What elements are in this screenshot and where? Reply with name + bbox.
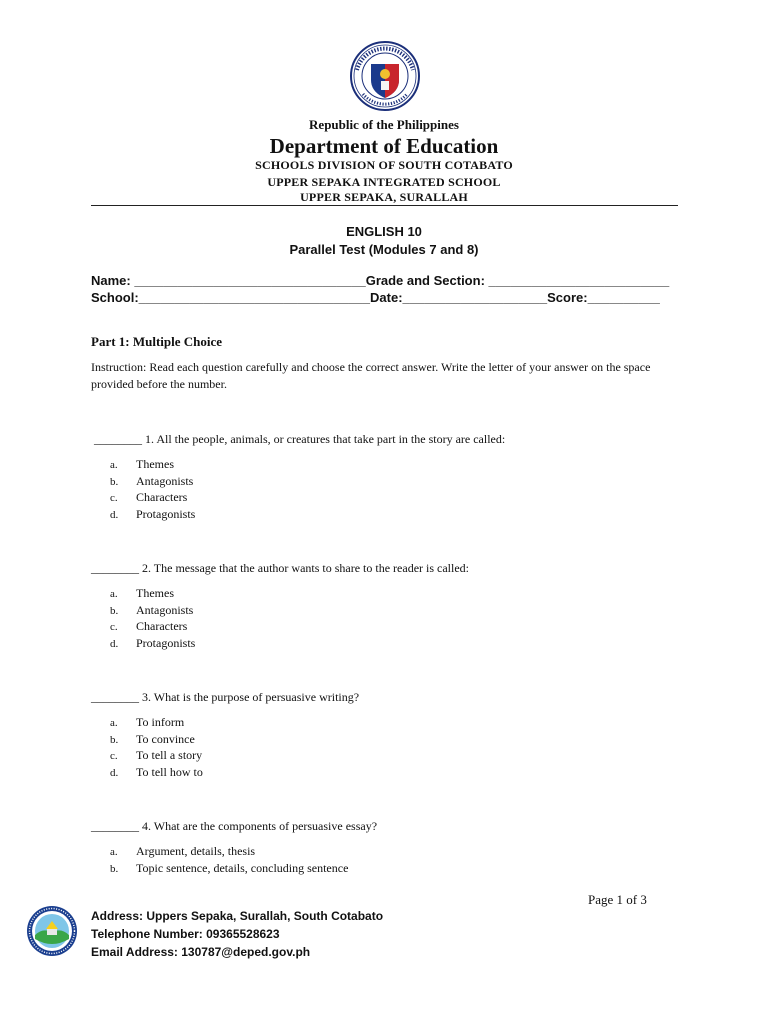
option-text: To inform bbox=[136, 715, 185, 729]
location-line: UPPER SEPAKA, SURALLAH bbox=[300, 190, 468, 204]
option bbox=[110, 506, 195, 523]
option-text: Topic sentence, details, concluding sentence bbox=[136, 860, 349, 875]
option-letter: a. bbox=[110, 846, 118, 858]
part-heading: Part 1: Multiple Choice bbox=[91, 334, 223, 349]
option-letter: d. bbox=[110, 637, 119, 650]
option bbox=[110, 860, 348, 877]
school-date-score-fields: School:________________________________Date:____________________Score:__________ bbox=[91, 290, 660, 305]
option-text: Argument, details, thesis bbox=[136, 844, 256, 858]
option-text: To convince bbox=[136, 731, 195, 746]
option-text: Antagonists bbox=[136, 602, 194, 617]
subject-title: ENGLISH 10 bbox=[346, 224, 422, 239]
option bbox=[110, 731, 203, 748]
footer-email: Email Address: 130787@deped.gov.ph bbox=[91, 945, 311, 959]
option bbox=[110, 843, 348, 860]
name-grade-fields: Name: ________________________________Grade and Section: _________________________ bbox=[91, 273, 670, 288]
option bbox=[110, 456, 195, 473]
question-4: ________ 4. What are the components of persuasive essay? bbox=[91, 819, 378, 833]
question-3-options bbox=[110, 714, 203, 780]
department-title: Department of Education bbox=[269, 134, 499, 158]
option-text: Characters bbox=[136, 490, 188, 504]
option bbox=[110, 618, 195, 635]
test-title: Parallel Test (Modules 7 and 8) bbox=[289, 242, 479, 257]
option bbox=[110, 764, 203, 781]
instruction-text: Instruction: Read each question carefully and choose the correct answer. Write the letter of your answer on the space provided before the number. bbox=[91, 360, 651, 391]
question-4-options bbox=[110, 843, 348, 876]
option bbox=[110, 747, 203, 764]
deped-seal-icon bbox=[349, 40, 421, 112]
question-2: ________ 2. The message that the author wants to share to the reader is called: bbox=[91, 561, 469, 575]
question-1: ________ 1. All the people, animals, or creatures that take part in the story are called: bbox=[91, 432, 506, 446]
option bbox=[110, 602, 195, 619]
division-line: SCHOOLS DIVISION OF SOUTH COTABATO bbox=[255, 158, 513, 172]
option-text: Protagonists bbox=[136, 635, 196, 650]
question-1-options bbox=[110, 456, 195, 522]
option-letter: b. bbox=[110, 862, 119, 875]
option-letter: c. bbox=[110, 750, 118, 762]
option-text: Themes bbox=[136, 457, 174, 471]
option-letter: a. bbox=[110, 588, 118, 600]
header-divider bbox=[91, 205, 678, 206]
option-letter: a. bbox=[110, 459, 118, 471]
school-line: UPPER SEPAKA INTEGRATED SCHOOL bbox=[267, 175, 501, 189]
option-text: Themes bbox=[136, 586, 174, 600]
option bbox=[110, 585, 195, 602]
option-letter: d. bbox=[110, 508, 119, 521]
option-letter: b. bbox=[110, 604, 119, 617]
question-2-options bbox=[110, 585, 195, 651]
option-letter: a. bbox=[110, 717, 118, 729]
option-text: Antagonists bbox=[136, 473, 194, 488]
question-3: ________ 3. What is the purpose of persuasive writing? bbox=[91, 690, 360, 704]
option-letter: c. bbox=[110, 492, 118, 504]
option bbox=[110, 714, 203, 731]
footer-address: Address: Uppers Sepaka, Surallah, South Cotabato bbox=[91, 909, 384, 923]
school-seal-icon bbox=[26, 905, 78, 957]
option-text: Protagonists bbox=[136, 506, 196, 521]
option-letter: c. bbox=[110, 621, 118, 633]
option-text: Characters bbox=[136, 619, 188, 633]
footer-telephone: Telephone Number: 09365528623 bbox=[91, 927, 280, 941]
option-letter: b. bbox=[110, 475, 119, 488]
page-number: Page 1 of 3 bbox=[588, 892, 647, 907]
republic-line: Republic of the Philippines bbox=[309, 117, 459, 132]
option bbox=[110, 489, 195, 506]
option-letter: d. bbox=[110, 766, 119, 779]
option bbox=[110, 635, 195, 652]
option-text: To tell how to bbox=[136, 764, 203, 779]
option bbox=[110, 473, 195, 490]
option-letter: b. bbox=[110, 733, 119, 746]
option-text: To tell a story bbox=[136, 748, 203, 762]
